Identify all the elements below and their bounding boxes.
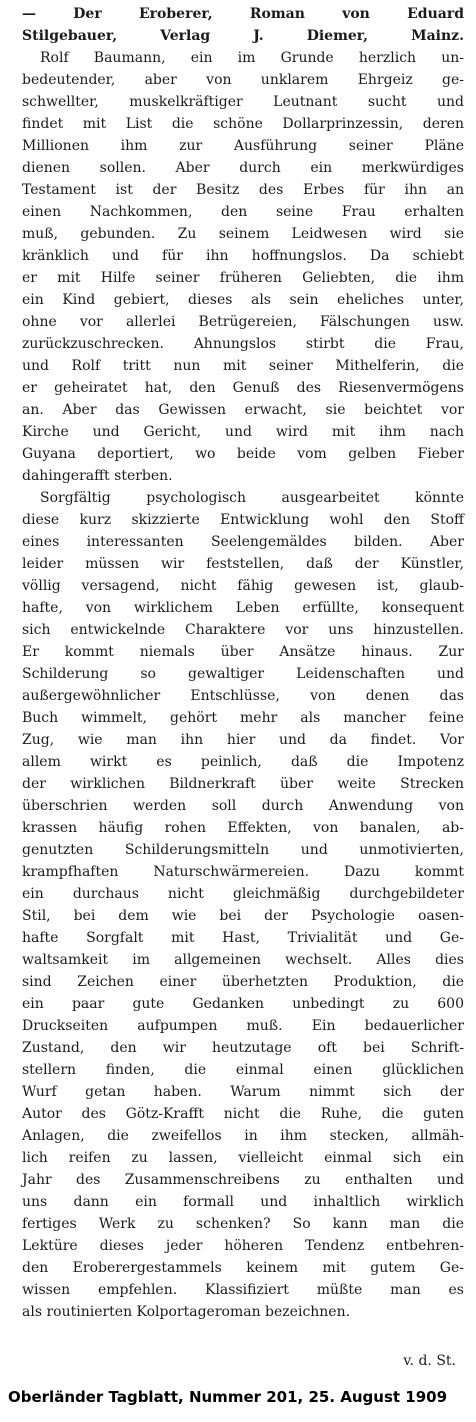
article-text-line: lich reifen zu lassen, vielleicht einmal sich ein <box>22 1150 464 1166</box>
source-caption: Oberländer Tagblatt, Nummer 201, 25. August 1909 <box>8 1388 448 1406</box>
article-text-line: Rolf Baumann, ein im Grunde herzlich un- <box>40 50 464 66</box>
article-text-line: Zustand, den wir heutzutage oft bei Schrift- <box>22 1040 464 1056</box>
article-text-line: ein durchaus nicht gleichmäßig durchgebildeter <box>22 886 464 902</box>
article-title-line: Stilgebauer, Verlag J. Diemer, Mainz. <box>22 28 464 44</box>
article-text-line: uns dann ein formall und inhaltlich wirklich <box>22 1194 464 1210</box>
article-text-line: den Eroberergestammels keinem mit gutem Ge- <box>22 1260 464 1276</box>
article-text-line: Er kommt niemals über Ansätze hinaus. Zur <box>22 644 464 660</box>
article-text-line: wissen empfehlen. Klassifiziert müßte man es <box>22 1282 464 1298</box>
article-text-line: er mit Hilfe seiner früheren Geliebten, die ihm <box>22 270 464 286</box>
article-text-line: diese kurz skizzierte Entwicklung wohl den Stoff <box>22 512 464 528</box>
article-text-line: muß, gebunden. Zu seinem Leidwesen wird sie <box>22 226 464 242</box>
article-text-line: genutzten Schilderungsmitteln und unmotivierten, <box>22 842 464 858</box>
article-text-line: Stil, bei dem wie bei der Psychologie oasen- <box>22 908 464 924</box>
article-text-line: Schilderung so gewaltiger Leidenschaften und <box>22 666 464 682</box>
article-text-line: Autor des Götz-Krafft nicht die Ruhe, die guten <box>22 1106 464 1122</box>
article-text-line: er geheiratet hat, den Genuß des Riesenvermögens <box>22 380 464 396</box>
article-text-line: Millionen ihm zur Ausführung seiner Pläne <box>22 138 464 154</box>
article-text-line: als routinierten Kolportageroman bezeichnen. <box>22 1304 351 1320</box>
article-text-line: dienen sollen. Aber durch ein merkwürdiges <box>22 160 464 176</box>
article-text-line: Wurf getan haben. Warum nimmt sich der <box>22 1084 464 1100</box>
article-text-line: Druckseiten aufpumpen muß. Ein bedauerlicher <box>22 1018 464 1034</box>
article-text-line: überschrien werden soll durch Anwendung von <box>22 798 464 814</box>
article-text-line: zurückzuschrecken. Ahnungslos stirbt die Frau, <box>22 336 464 352</box>
article-text-line: Lektüre dieses jeder höheren Tendenz entbehren- <box>22 1238 464 1254</box>
article-text-line: waltsamkeit im allgemeinen wechselt. Alles dies <box>22 952 464 968</box>
article-text-line: hafte, von wirklichem Leben erfüllte, konsequent <box>22 600 464 616</box>
article-text-line: der wirklichen Bildnerkraft über weite Strecken <box>22 776 464 792</box>
article-text-line: Guyana deportiert, wo beide vom gelben Fieber <box>22 446 464 462</box>
article-text-line: und Rolf tritt nun mit seiner Mithelferin, die <box>22 358 464 374</box>
article-text-line: einen Nachkommen, den seine Frau erhalten <box>22 204 464 220</box>
article-text-line: eines interessanten Seelengemäldes bilden. Aber <box>22 534 464 550</box>
article-text-line: Buch wimmelt, gehört mehr als mancher feine <box>22 710 464 726</box>
article-text-line: ein paar gute Gedanken unbedingt zu 600 <box>22 996 464 1012</box>
article-text-line: krassen häufig rohen Effekten, von banalen, ab- <box>22 820 464 836</box>
article-text-line: allem wirkt es peinlich, daß die Impotenz <box>22 754 464 770</box>
article-text-line: Zug, wie man ihn hier und da findet. Vor <box>22 732 464 748</box>
article-text-line: Testament ist der Besitz des Erbes für ihn an <box>22 182 464 198</box>
article-text-line: fertiges Werk zu schenken? So kann man die <box>22 1216 464 1232</box>
article-text-line: bedeutender, aber von unklarem Ehrgeiz ge- <box>22 72 464 88</box>
article-text-line: hafte Sorgfalt mit Hast, Trivialität und Ge- <box>22 930 464 946</box>
article-text-line: völlig versagend, nicht fähig gewesen ist, glaub- <box>22 578 464 594</box>
article-text-line: sind Zeichen einer überhetzten Produktion, die <box>22 974 464 990</box>
article-text-line: ohne vor allerlei Betrügereien, Fälschungen usw. <box>22 314 464 330</box>
article-text-line: schwellter, muskelkräftiger Leutnant sucht und <box>22 94 464 110</box>
article-text-line: ein Kind gebiert, dieses als sein eheliches unter, <box>22 292 464 308</box>
article-text-line: Sorgfältig psychologisch ausgearbeitet könnte <box>40 490 464 506</box>
article-text-line: dahingerafft sterben. <box>22 468 173 484</box>
article-text-line: findet mit List die schöne Dollarprinzessin, deren <box>22 116 464 132</box>
article-text-line: an. Aber das Gewissen erwacht, sie beichtet vor <box>22 402 464 418</box>
article-text-line: kränklich und für ihn hoffnungslos. Da schiebt <box>22 248 464 264</box>
article-text-line: Jahr des Zusammenschreibens zu enthalten und <box>22 1172 464 1188</box>
article-text-line: Anlagen, die zweifellos in ihm stecken, allmäh- <box>22 1128 464 1144</box>
article-title-line: — Der Eroberer, Roman von Eduard <box>22 6 464 22</box>
article-text-line: Kirche und Gericht, und wird mit ihm nach <box>22 424 464 440</box>
article-text-line: außergewöhnlicher Entschlüsse, von denen das <box>22 688 464 704</box>
author-signature: v. d. St. <box>403 1353 456 1369</box>
article-text-line: stellern finden, die einmal einen glücklichen <box>22 1062 464 1078</box>
article-text-line: krampfhaften Naturschwärmereien. Dazu kommt <box>22 864 464 880</box>
article-text-line: sich entwickelnde Charaktere vor uns hinzustellen. <box>22 622 464 638</box>
article-text-line: leider müssen wir feststellen, daß der Künstler, <box>22 556 464 572</box>
